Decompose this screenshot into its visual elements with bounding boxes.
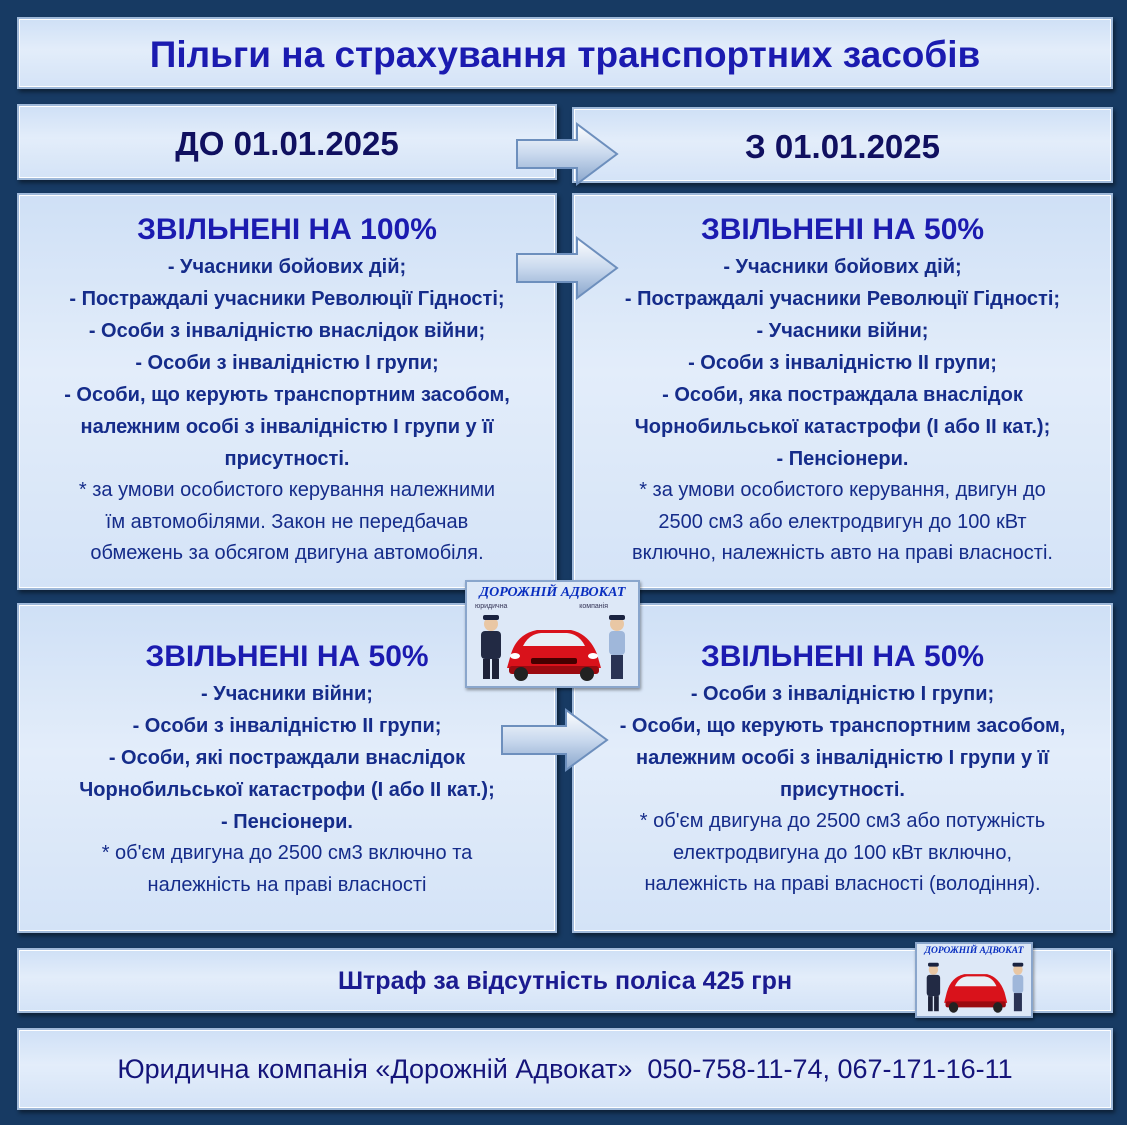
benefit-note: * за умови особистого керування належними [78, 479, 496, 501]
logo-title: ДОРОЖНІЙ АДВОКАТ [479, 585, 626, 600]
title-banner [17, 17, 1113, 89]
benefit-note: належність на праві власності [147, 873, 427, 896]
date-after-banner [572, 107, 1113, 183]
company-logo [465, 580, 640, 688]
benefit-item: - Пенсіонери. [776, 448, 909, 470]
benefit-item: - Учасники бойових дій; [723, 256, 962, 278]
benefit-item: належним особі з інвалідністю I групи у її [636, 747, 1049, 769]
box-heading: ЗВІЛЬНЕНІ НА 100% [137, 213, 437, 246]
logo-title: ДОРОЖНІЙ АДВОКАТ [924, 946, 1024, 956]
box-heading: ЗВІЛЬНЕНІ НА 50% [700, 213, 985, 246]
fine-label: Штраф за відсутність поліса 425 грн [337, 967, 793, 995]
benefit-item: - Особи з інвалідністю внаслідок війни; [88, 320, 486, 342]
arrow-right-icon [515, 122, 620, 186]
box-after-50-top [572, 193, 1113, 590]
company-logo-small [915, 942, 1033, 1018]
benefit-item: - Особи, які постраждали внаслідок [108, 747, 466, 769]
date-before-banner [17, 104, 557, 180]
benefit-item: - Особи з інвалідністю I групи; [135, 352, 439, 374]
logo-subtitle: компанія [579, 603, 608, 610]
date-before-label: ДО 01.01.2025 [175, 125, 399, 162]
logo-subtitle: юридична [475, 603, 508, 610]
box-heading: ЗВІЛЬНЕНІ НА 50% [145, 640, 429, 673]
benefit-item: - Особи з інвалідністю I групи; [690, 683, 995, 705]
box-after-50-bottom [572, 603, 1113, 933]
benefit-note: обмежень за обсягом двигуна автомобіля. [90, 542, 484, 564]
benefit-note: * об'єм двигуна до 2500 см3 або потужність [639, 810, 1046, 832]
benefit-item: - Учасники бойових дій; [167, 256, 407, 278]
benefit-item: - Пенсіонери. [221, 811, 353, 833]
benefit-item: належним особі з інвалідністю I групи у її [80, 416, 494, 438]
arrow-right-icon [500, 708, 610, 772]
box-heading: ЗВІЛЬНЕНІ НА 50% [700, 640, 985, 673]
benefit-item: - Особи з інвалідністю II групи; [132, 715, 442, 737]
benefit-item: - Особи, яка постраждала внаслідок [662, 384, 1023, 406]
benefit-item: - Особи, що керують транспортним засобом, [64, 384, 510, 406]
benefit-item: - Постраждалі учасники Революції Гідності; [69, 288, 505, 310]
benefit-note: електродвигуна до 100 кВт включно, [672, 841, 1013, 864]
car-and-officers-icon [920, 959, 1030, 1015]
benefit-note: включно, належність авто на праві власності. [632, 542, 1053, 564]
benefit-note: * за умови особистого керування, двигун до [639, 479, 1046, 501]
benefit-item: Чорнобильської катастрофи (I або II кат.); [634, 416, 1051, 438]
benefit-item: присутності. [224, 448, 350, 470]
box-before-100 [17, 193, 557, 590]
car-and-officers-icon [471, 610, 635, 684]
benefit-note: * об'єм двигуна до 2500 см3 включно та [101, 842, 473, 864]
contact-info: Юридична компанія «Дорожній Адвокат» 050-758-11-74, 067-171-16-11 [117, 1054, 1013, 1084]
benefit-item: Чорнобильської катастрофи (I або II кат.); [79, 779, 495, 801]
contact-banner [17, 1028, 1113, 1110]
benefit-note: належність на праві власності (володіння). [644, 873, 1041, 895]
benefit-item: - Учасники війни; [201, 683, 373, 705]
benefit-item: - Учасники війни; [756, 320, 929, 342]
date-after-label: З 01.01.2025 [744, 128, 940, 165]
page-title: Пільги на страхування транспортних засобів [149, 34, 981, 75]
benefit-item: - Особи, що керують транспортним засобом, [619, 715, 1066, 737]
benefit-note: 2500 см3 або електродвигун до 100 кВт [658, 510, 1027, 533]
benefit-item: - Особи з інвалідністю II групи; [688, 352, 997, 374]
arrow-right-icon [515, 236, 620, 300]
benefit-item: - Постраждалі учасники Революції Гідності; [624, 288, 1061, 310]
benefit-note: їм автомобілями. Закон не передбачав [105, 510, 469, 533]
benefit-item: присутності. [780, 779, 905, 801]
